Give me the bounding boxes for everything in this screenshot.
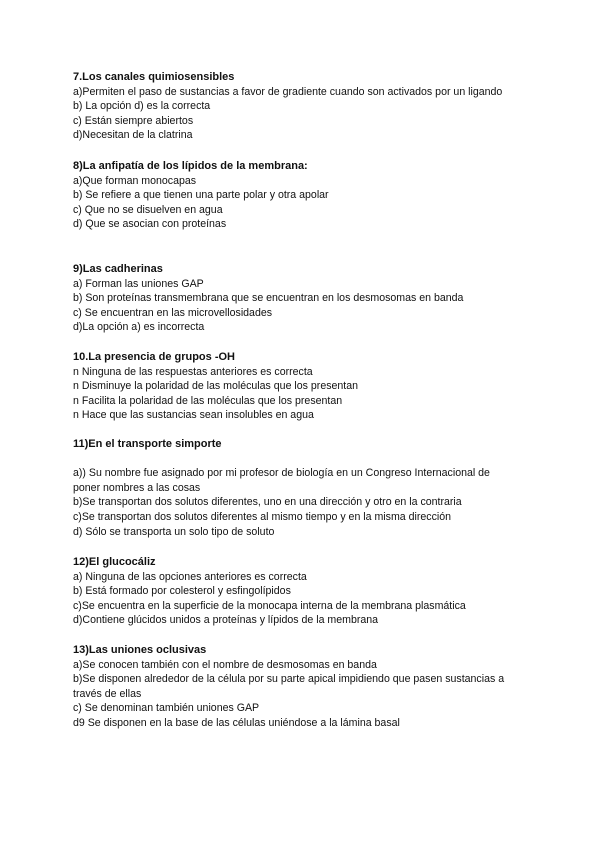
- question-10: [73, 350, 533, 423]
- option-line: d) Sólo se transporta un solo tipo de soluto: [73, 525, 275, 538]
- option-line: b) Se refiere a que tienen una parte polar y otra apolar: [73, 189, 329, 202]
- option-line: b)Se disponen alrededor de la célula por su parte apical impidiendo que pasen sustancias a: [73, 673, 505, 686]
- option-line: poner nombres a las cosas: [73, 481, 201, 494]
- option-line: n Ninguna de las respuestas anteriores es correcta: [73, 365, 313, 378]
- option-line: b) Está formado por colesterol y esfingolípidos: [73, 585, 291, 598]
- option-line: a) Forman las uniones GAP: [73, 277, 204, 290]
- question-11: [73, 437, 533, 539]
- option-line: n Facilita la polaridad de las moléculas que los presentan: [73, 394, 343, 407]
- question-7: [73, 70, 533, 143]
- option-line: d)Necesitan de la clatrina: [73, 129, 193, 142]
- option-line: través de ellas: [73, 687, 142, 700]
- option-line: a)Permiten el paso de sustancias a favor de gradiente cuando son activados por un ligando: [73, 85, 503, 98]
- option-line: c) Que no se disuelven en agua: [73, 203, 223, 216]
- option-line: c) Se denominan también uniones GAP: [73, 702, 260, 715]
- option-line: a)Se conocen también con el nombre de desmosomas en banda: [73, 658, 377, 671]
- option-line: a)) Su nombre fue asignado por mi profesor de biología en un Congreso Internacional de: [73, 467, 490, 480]
- option-line: d)La opción a) es incorrecta: [73, 321, 205, 334]
- option-line: c)Se transportan dos solutos diferentes al mismo tiempo y en la misma dirección: [73, 510, 452, 523]
- question-9: [73, 262, 533, 335]
- question-12: [73, 555, 533, 628]
- question-title: 7.Los canales quimiosensibles: [73, 71, 235, 83]
- question-title: 13)Las uniones oclusivas: [73, 644, 207, 656]
- option-line: d9 Se disponen en la base de las células uniéndose a la lámina basal: [73, 716, 400, 729]
- question-title: 10.La presencia de grupos -OH: [73, 351, 235, 363]
- question-title: 12)El glucocáliz: [73, 556, 156, 568]
- question-title: 11)En el transporte simporte: [73, 438, 222, 450]
- option-line: c) Se encuentran en las microvellosidades: [73, 306, 273, 319]
- option-line: b) La opción d) es la correcta: [73, 100, 211, 113]
- option-line: n Disminuye la polaridad de las moléculas que los presentan: [73, 380, 359, 393]
- question-13: [73, 643, 533, 731]
- option-line: c) Están siempre abiertos: [73, 114, 194, 127]
- option-line: c)Se encuentra en la superficie de la monocapa interna de la membrana plasmática: [73, 599, 466, 612]
- option-line: d)Contiene glúcidos unidos a proteínas y lípidos de la membrana: [73, 614, 379, 627]
- option-line: b)Se transportan dos solutos diferentes, uno en una dirección y otro en la contraria: [73, 496, 462, 509]
- question-title: 8)La anfipatía de los lípidos de la membrana:: [73, 160, 308, 172]
- option-line: a)Que forman monocapas: [73, 174, 197, 187]
- question-8: [73, 159, 533, 232]
- option-line: b) Son proteínas transmembrana que se encuentran en los desmosomas en banda: [73, 292, 464, 305]
- option-line: n Hace que las sustancias sean insolubles en agua: [73, 409, 314, 422]
- question-title: 9)Las cadherinas: [73, 263, 163, 275]
- option-line: d) Que se asocian con proteínas: [73, 218, 227, 231]
- option-line: a) Ninguna de las opciones anteriores es correcta: [73, 570, 307, 583]
- blank-line: [73, 452, 533, 467]
